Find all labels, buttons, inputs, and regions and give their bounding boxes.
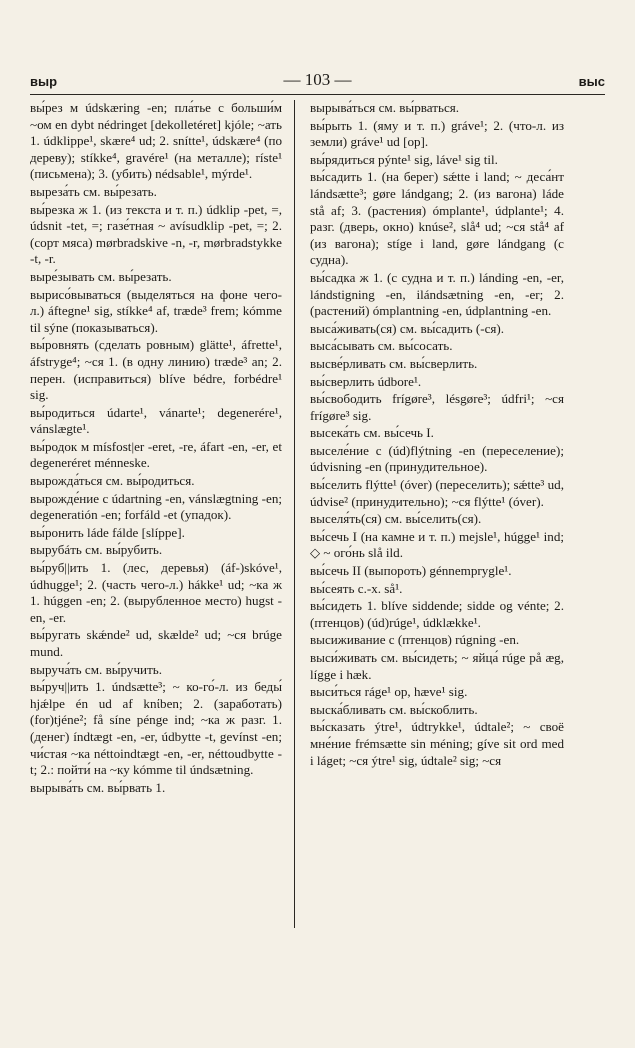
dictionary-entry: вы́ронить láde fálde [slíppe].	[30, 524, 185, 540]
dictionary-entry: вы́рез м údskæring -en; пла́тье с больши́м ~ом en dybt nédringet [dekolletéret] kjóle; ~ать 1. údklippe¹, skære⁴ ud; 2. snítte¹, údskære⁴ (по дереву); stíkke⁴, gravére¹ (на металле); ríste¹ (письмена); 3. (убить) nédsable¹, mýrde¹.	[30, 100, 282, 182]
dictionary-entry: вырожде́ние с údartning -en, vánslægtning -en; degeneratión -en; forfáld -et (упадок).	[30, 490, 282, 523]
dictionary-entry: выска́бливать см. вы́скоблить.	[310, 701, 478, 717]
right-column	[310, 100, 564, 770]
dictionary-entry: высиживание с (птенцов) rúgning -en.	[310, 632, 520, 648]
dictionary-entry: вы́ругать skǽnde² ud, skælde² ud; ~ся brúge mund.	[30, 627, 282, 659]
dictionary-entry: вырыва́ть см. вы́рвать 1.	[30, 779, 166, 795]
page-number: — 103 —	[283, 70, 352, 89]
dictionary-entry: высека́ть см. вы́сечь I.	[310, 425, 434, 441]
header-right-guide-word: выс	[578, 74, 605, 89]
dictionary-entry: вы́руч||ить 1. úndsætte³; ~ ко-го́-л. из беды́ hjǽlpe én ud af knίben; 2. (заработать) (for)tjéne²; få síne pénge ind; ~ка ж разг. 1. (денег) índtægt -en, -er, údbytte -t, gevínst -en; чи́стая ~ка néttoindtægt -en, -er, néttoudbytte -t; 2.: пойти́ на ~ку kómme til úndsætning.	[30, 679, 282, 778]
dictionary-entry: вы́садить 1. (на берег) sǽtte i land; ~ деса́нт lándsætte³; gøre lándgang; 2. (из вагона) láde stå af; 3. (растения) ómplante¹, údplante¹; 4. разг. (дверь, окно) knúse², slå⁴ ud; ~ся stå⁴ af (из вагона); stíge i land, gøre lándgang (с судна).	[310, 169, 564, 268]
dictionary-entry: выса́сывать см. вы́сосать.	[310, 338, 453, 354]
dictionary-entry: вы́руб||ить 1. (лес, деревья) (áf-)skóve¹, údhugge¹; 2. (часть чего-л.) hákke¹ ud; ~ка ж 1. húggen -en; 2. (вырубленное место) hugst -en, -er.	[30, 560, 282, 625]
dictionary-entry: вы́рыть 1. (яму и т. п.) gráve¹; 2. (что-л. из земли) gráve¹ ud [op].	[310, 117, 564, 150]
dictionary-entry: вы́резка ж 1. (из текста и т. п.) údklip -pet, =, údsnit -tet, =; газе́тная ~ avísudklip -pet, =; 2. (сорт мяса) mørbradskive -n, -r, mørbradstykke -t, -r.	[30, 201, 282, 267]
dictionary-entry: вы́родок м mísfost|er -eret, -re, áfart -en, -er, et degeneréret ménneske.	[30, 438, 282, 471]
dictionary-entry: выса́живать(ся) см. вы́садить (-ся).	[310, 320, 505, 336]
dictionary-entry: вы́родиться údarte¹, vánarte¹; degenerére¹, vánslægte¹.	[30, 404, 282, 437]
dictionary-entry: вы́свободить frígøre³, lésgøre³; údfri¹; ~ся frígøre³ sig.	[310, 391, 564, 423]
left-column	[30, 100, 282, 797]
header-left-guide-word: выр	[30, 74, 58, 89]
dictionary-entry: вы́сказать ýtre¹, údtrykke¹, údtale²; ~ своё мне́ние frémsætte sin méning; gíve sit ord med i láget; ~ся ýtre¹ sig, údtale² sig; ~ся	[310, 719, 564, 768]
dictionary-entry: вы́сидеть 1. blíve siddende; sidde og vénte; 2. (птенцов) (úd)rúge¹, údklække¹.	[310, 598, 564, 630]
dictionary-entry: высве́рливать см. вы́сверлить.	[310, 355, 478, 371]
dictionary-entry: вы́садка ж 1. (с судна и т. п.) lánding -en, -er, lándstigning -en, ilándsætning -en, -er; 2. (растений) ómplantning -en, údplantning -en.	[310, 269, 564, 319]
dictionary-entry: вырыва́ться см. вы́рваться.	[310, 100, 460, 115]
dictionary-entry: выси́живать см. вы́сидеть; ~ яйца́ rúge på æg, lígge i hæk.	[310, 650, 564, 682]
dictionary-entry: вырубáть см. вы́рубить.	[30, 542, 163, 558]
dictionary-entry: вы́ровнять (сделать ровным) glätte¹, áfrette¹, áfstryge⁴; ~ся 1. (в одну линию) træde³ an; 2. перен. (исправиться) blíve bédre, forbédre¹ sig.	[30, 337, 282, 403]
dictionary-entry: выселя́ть(ся) см. вы́селить(ся).	[310, 511, 482, 527]
dictionary-entry: вырисо́вываться (выделяться на фоне чего-л.) áftegne¹ sig, stíkke⁴ af, træde³ frem; kómme til sýne (показываться).	[30, 286, 282, 335]
dictionary-entry: выселе́ние с (úd)flýtning -en (переселение); údvisning -en (принудительное).	[310, 442, 564, 475]
dictionary-entry: вы́селить flýtte¹ (óver) (переселить); sǽtte³ ud, údvise² (принудительно); ~ся flýtte¹ (óver).	[310, 477, 564, 509]
dictionary-entry: вы́сечь II (выпороть) génnemprygle¹.	[310, 563, 512, 579]
dictionary-entry: выре́зывать см. вы́резать.	[30, 268, 172, 284]
dictionary-entry: выреза́ть см. вы́резать.	[30, 183, 157, 199]
page-header	[30, 70, 605, 92]
column-divider	[294, 100, 295, 928]
dictionary-entry: вы́сверлить údbore¹.	[310, 373, 422, 389]
dictionary-entry: выси́ться ráge¹ op, hæve¹ sig.	[310, 684, 468, 700]
dictionary-entry: вы́сеять с.-х. så¹.	[310, 580, 403, 596]
dictionary-entry: вы́рядиться pýnte¹ sig, láve¹ sig til.	[310, 151, 498, 167]
dictionary-entry: вырожда́ться см. вы́родиться.	[30, 473, 195, 489]
header-rule	[30, 94, 605, 95]
dictionary-entry: выруча́ть см. вы́ручить.	[30, 661, 163, 677]
dictionary-entry: вы́сечь I (на камне и т. п.) mejsle¹, húgge¹ ind; ◇ ~ ого́нь slå ild.	[310, 528, 564, 561]
